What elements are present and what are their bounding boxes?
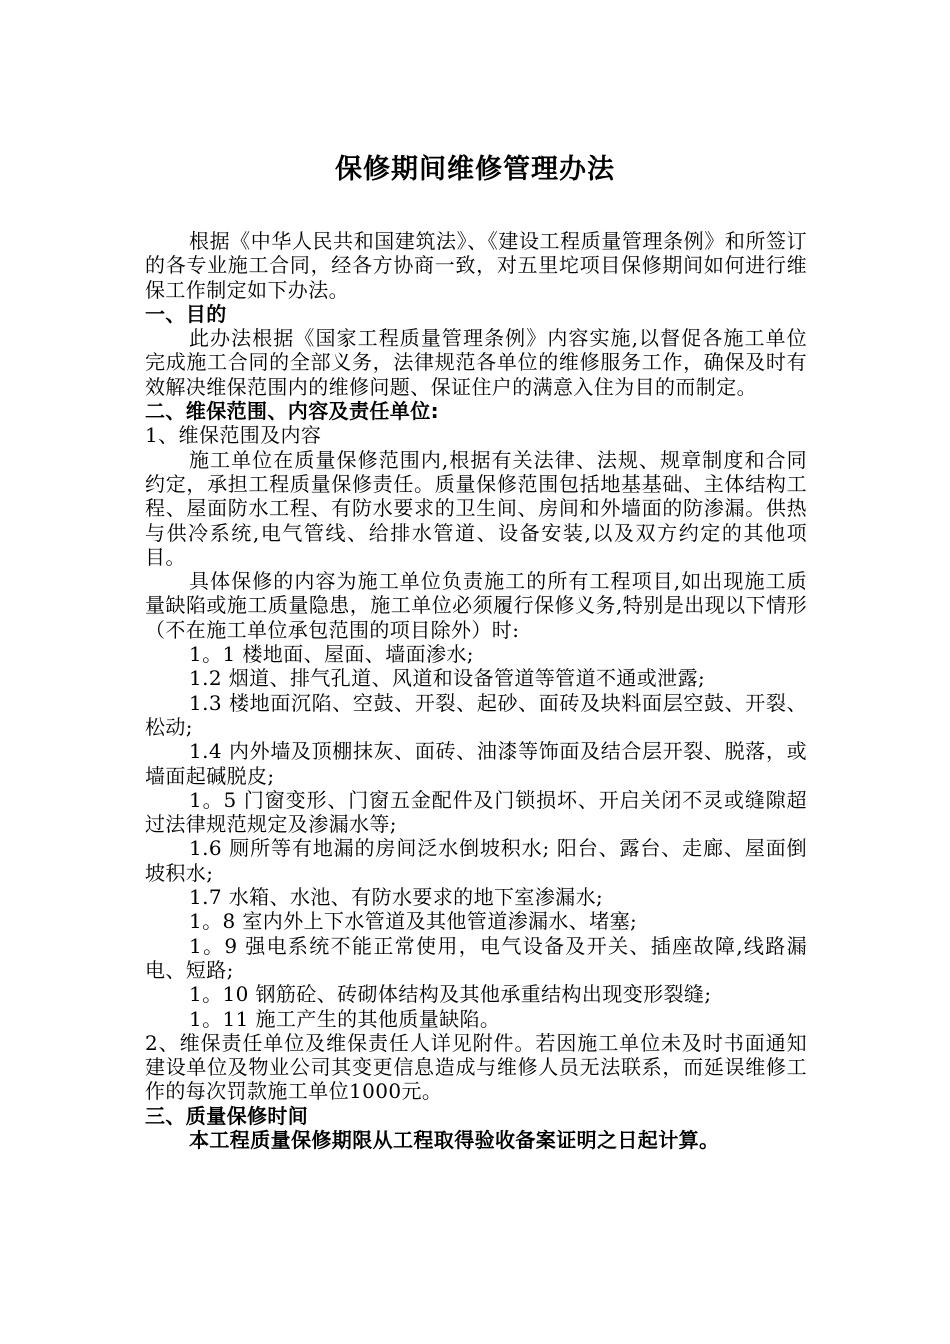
list-item-1-10: 1。10 钢筋砼、砖砌体结构及其他承重结构出现变形裂缝;: [189, 982, 712, 1007]
list-item-1-8: 1。8 室内外上下水管道及其他管道渗漏水、堵塞;: [189, 909, 638, 934]
section-1-heading: 一、目的: [145, 301, 227, 326]
document-body: [145, 229, 807, 1152]
section-2-1-paragraph-1: 施工单位在质量保修范围内,根据有关法律、法规、规章制度和合同约定，承担工程质量保修责任。质量保修范围包括地基基础、主体结构工程、屋面防水工程、有防水要求的卫生间、房间和外墙面的防渗漏。供热与供冷系统,电气管线、给排水管道、设备安装,以及双方约定的其他项目。: [145, 447, 807, 569]
section-2-1-heading: 1、维保范围及内容: [145, 423, 322, 448]
document-title: 保修期间维修管理办法: [335, 154, 615, 185]
section-3-heading: 三、质量保修时间: [145, 1103, 309, 1128]
list-item-1-9: 1。9 强电系统不能正常使用，电气设备及开关、插座故障,线路漏电、短路;: [145, 933, 807, 982]
intro-paragraph: 根据《中华人民共和国建筑法》、《建设工程质量管理条例》和所签订的各专业施工合同，经各方协商一致，对五里坨项目保修期间如何进行维保工作制定如下办法。: [145, 229, 807, 302]
section-1-paragraph: 此办法根据《国家工程质量管理条例》内容实施,以督促各施工单位完成施工合同的全部义务，法律规范各单位的维修服务工作，确保及时有效解决维保范围内的维修问题、保证住户的满意入住为目的而制定。: [145, 326, 807, 399]
section-2-2-paragraph: 2、维保责任单位及维保责任人详见附件。若因施工单位未及时书面通知建设单位及物业公司其变更信息造成与维修人员无法联系，而延误维修工作的每次罚款施工单位1000元。: [145, 1030, 807, 1104]
list-item-1-11: 1。11 施工产生的其他质量缺陷。: [189, 1006, 501, 1031]
list-item-1-5: 1。5 门窗变形、门窗五金配件及门锁损坏、开启关闭不灵或缝隙超过法律规范规定及渗漏水等;: [145, 787, 807, 837]
list-item-1-7: 1.7 水箱、水池、有防水要求的地下室渗漏水;: [189, 885, 604, 910]
list-item-1-4: 1.4 内外墙及顶棚抹灰、面砖、油漆等饰面及结合层开裂、脱落，或墙面起碱脱皮;: [145, 739, 807, 788]
list-item-1-1: 1。1 楼地面、屋面、墙面渗水;: [189, 642, 474, 667]
list-item-1-6: 1.6 厕所等有地漏的房间泛水倒坡积水; 阳台、露台、走廊、屋面倒坡积水;: [145, 836, 807, 885]
list-item-1-2: 1.2 烟道、排气孔道、风道和设备管道等管道不通或泄露;: [189, 666, 706, 691]
list-item-1-3: 1.3 楼地面沉陷、空鼓、开裂、起砂、面砖及块料面层空鼓、开裂、松动;: [145, 690, 807, 739]
section-2-heading: 二、维保范围、内容及责任单位:: [145, 399, 439, 424]
section-2-1-paragraph-2: 具体保修的内容为施工单位负责施工的所有工程项目,如出现施工质量缺陷或施工质量隐患，施工单位必须履行保修义务,特别是出现以下情形（不在施工单位承包范围的项目除外）时:: [145, 569, 807, 642]
section-3-paragraph: 本工程质量保修期限从工程取得验收备案证明之日起计算。: [189, 1127, 720, 1152]
